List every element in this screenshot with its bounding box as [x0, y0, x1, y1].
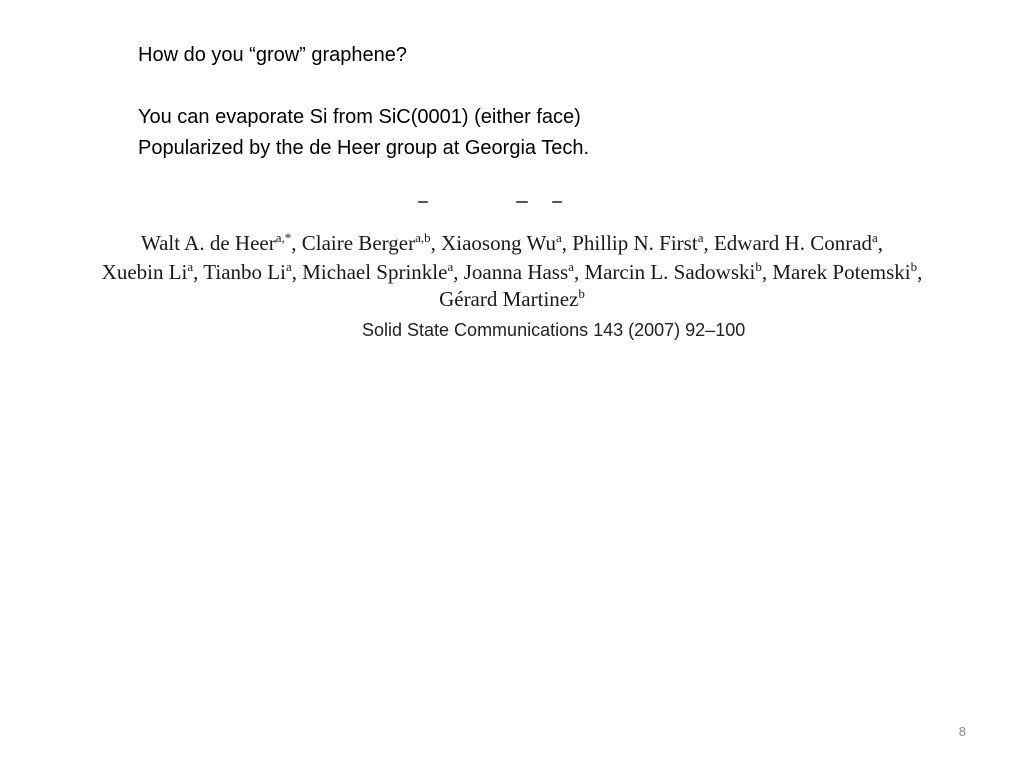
author-name: Joanna Hass [463, 260, 569, 284]
author-separator: , [573, 260, 585, 284]
author-affiliation-mark: a [697, 230, 704, 245]
author-affiliation-mark: a [568, 259, 574, 274]
author-name: Tianbo Li [203, 260, 286, 284]
author-name: Xiaosong Wu [441, 231, 556, 255]
author-separator: , [877, 231, 884, 255]
author-affiliation-mark: a [872, 230, 878, 245]
reference-authors-line-1 [0, 230, 1024, 256]
author-affiliation-mark: a [285, 259, 292, 274]
author-separator: , [291, 260, 303, 284]
author-separator: , [761, 260, 773, 284]
author-affiliation-mark: a,b [415, 230, 431, 245]
author-name: Phillip N. First [572, 231, 698, 255]
reference-authors-line-3 [0, 286, 1024, 312]
author-separator: , [453, 260, 464, 284]
cropped-title-remnant [410, 199, 570, 205]
reference-journal-citation: Solid State Communications 143 (2007) 92–100 [362, 320, 746, 340]
author-name: Xuebin Li [101, 260, 188, 284]
author-name: Marek Potemski [772, 260, 911, 284]
author-name: Edward H. Conrad [713, 231, 873, 255]
author-separator: , [430, 231, 442, 255]
author-separator: , [703, 231, 714, 255]
author-affiliation-mark: a [187, 259, 194, 274]
author-name: Michael Sprinkle [302, 260, 448, 284]
author-name: Claire Berger [301, 231, 416, 255]
author-affiliation-mark: b [755, 259, 762, 274]
popularized-by-line: Popularized by the de Heer group at Georgia Tech. [138, 137, 590, 159]
reference-authors-line-2 [0, 259, 1024, 285]
author-separator: , [291, 231, 302, 255]
author-affiliation-mark: b [910, 259, 918, 274]
author-separator: , [917, 260, 923, 284]
slide-number: 8 [958, 724, 966, 739]
author-name: Marcin L. Sadowski [584, 260, 756, 284]
author-name: Walt A. de Heer [140, 231, 276, 255]
author-affiliation-mark: a [447, 259, 454, 274]
author-affiliation-mark: b [578, 286, 585, 301]
author-affiliation-mark: a [555, 230, 562, 245]
slide-question-line: How do you “grow” graphene? [138, 44, 408, 66]
author-separator: , [561, 231, 573, 255]
author-affiliation-mark: a,* [275, 230, 292, 245]
author-separator: , [193, 260, 204, 284]
author-name: Gérard Martinez [439, 287, 579, 311]
evaporation-method-line: You can evaporate Si from SiC(0001) (either face) [138, 106, 581, 128]
